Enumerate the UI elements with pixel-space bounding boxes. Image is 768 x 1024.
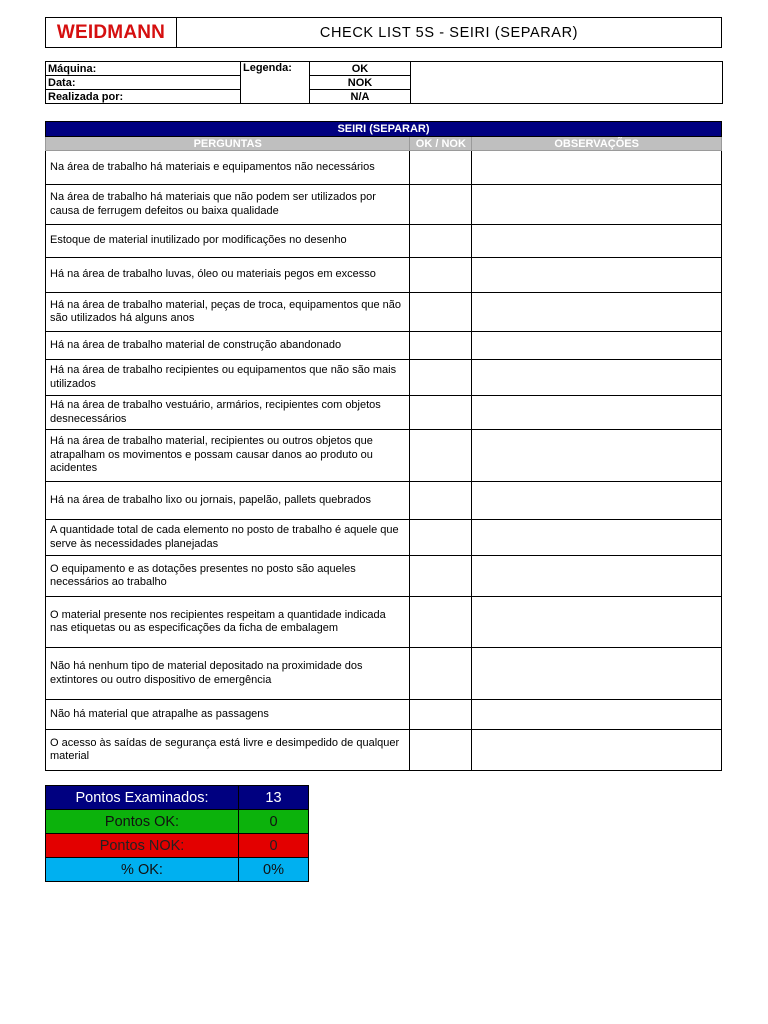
observacoes-cell[interactable] (472, 556, 722, 597)
legenda-label: Legenda: (241, 62, 310, 104)
observacoes-cell[interactable] (472, 648, 722, 700)
pct-label: % OK: (46, 858, 239, 882)
question-row (46, 396, 722, 430)
questions-body (46, 151, 722, 771)
maquina-label: Máquina: (46, 62, 241, 76)
question-row (46, 648, 722, 700)
pct-value: 0% (239, 858, 309, 882)
question-row (46, 730, 722, 771)
weidmann-logo: WEIDMANN (56, 21, 166, 43)
nok-label: Pontos NOK: (46, 834, 239, 858)
question-text: Na área de trabalho há materiais que não podem ser utilizados por causa de ferrugem defeitos ou baixa qualidade (46, 185, 410, 225)
question-text: Há na área de trabalho material, peças de troca, equipamentos que não são utilizados há alguns anos (46, 293, 410, 332)
ok-nok-cell[interactable] (410, 648, 472, 700)
ok-nok-cell[interactable] (410, 225, 472, 258)
ok-nok-cell[interactable] (410, 396, 472, 430)
observacoes-cell[interactable] (472, 225, 722, 258)
question-row (46, 430, 722, 482)
observacoes-cell[interactable] (472, 332, 722, 360)
legend-na: N/A (310, 90, 411, 104)
question-row (46, 597, 722, 648)
question-row (46, 556, 722, 597)
observacoes-cell[interactable] (472, 597, 722, 648)
question-text: Há na área de trabalho recipientes ou equipamentos que não são mais utilizados (46, 360, 410, 396)
ok-nok-cell[interactable] (410, 293, 472, 332)
question-text: Há na área de trabalho luvas, óleo ou materiais pegos em excesso (46, 258, 410, 293)
ok-nok-cell[interactable] (410, 700, 472, 730)
question-row (46, 360, 722, 396)
realizada-label: Realizada por: (46, 90, 241, 104)
observacoes-cell[interactable] (472, 293, 722, 332)
ok-nok-cell[interactable] (410, 730, 472, 771)
question-text: O material presente nos recipientes respeitam a quantidade indicada nas etiquetas ou as especificações da ficha de embalagem (46, 597, 410, 648)
question-text: Há na área de trabalho vestuário, armários, recipientes com objetos desnecessários (46, 396, 410, 430)
observacoes-cell[interactable] (472, 360, 722, 396)
question-text: O acesso às saídas de segurança está livre e desimpedido de qualquer material (46, 730, 410, 771)
ok-nok-cell[interactable] (410, 185, 472, 225)
examinados-label: Pontos Examinados: (46, 786, 239, 810)
question-text: Não há nenhum tipo de material depositado na proximidade dos extintores ou outro dispositivo de emergência (46, 648, 410, 700)
data-label: Data: (46, 76, 241, 90)
observacoes-cell[interactable] (472, 700, 722, 730)
ok-nok-cell[interactable] (410, 258, 472, 293)
observacoes-cell[interactable] (472, 396, 722, 430)
observacoes-cell[interactable] (472, 730, 722, 771)
col-ok-nok: OK / NOK (410, 137, 472, 151)
ok-label: Pontos OK: (46, 810, 239, 834)
ok-nok-cell[interactable] (410, 482, 472, 520)
question-row (46, 293, 722, 332)
question-row (46, 225, 722, 258)
question-text: Na área de trabalho há materiais e equipamentos não necessários (46, 151, 410, 185)
question-row (46, 482, 722, 520)
question-row (46, 520, 722, 556)
legend-nok: NOK (310, 76, 411, 90)
observacoes-cell[interactable] (472, 151, 722, 185)
examinados-value: 13 (239, 786, 309, 810)
info-blank-cell[interactable] (411, 62, 723, 104)
observacoes-cell[interactable] (472, 430, 722, 482)
ok-nok-cell[interactable] (410, 151, 472, 185)
col-observacoes: OBSERVAÇÕES (472, 137, 722, 151)
ok-nok-cell[interactable] (410, 430, 472, 482)
observacoes-cell[interactable] (472, 482, 722, 520)
legend-ok: OK (310, 62, 411, 76)
question-row (46, 332, 722, 360)
observacoes-cell[interactable] (472, 520, 722, 556)
question-row (46, 151, 722, 185)
nok-value: 0 (239, 834, 309, 858)
ok-nok-cell[interactable] (410, 597, 472, 648)
question-text: Há na área de trabalho material de construção abandonado (46, 332, 410, 360)
question-row (46, 700, 722, 730)
ok-nok-cell[interactable] (410, 360, 472, 396)
document-title: CHECK LIST 5S - SEIRI (SEPARAR) (319, 24, 579, 41)
ok-value: 0 (239, 810, 309, 834)
observacoes-cell[interactable] (472, 185, 722, 225)
summary-table (45, 785, 309, 882)
logo-cell (46, 18, 177, 47)
question-text: Há na área de trabalho material, recipientes ou outros objetos que atrapalham os movimentos e possam causar danos ao produto ou acidentes (46, 430, 410, 482)
ok-nok-cell[interactable] (410, 332, 472, 360)
question-text: A quantidade total de cada elemento no posto de trabalho é aquele que serve às necessidades planejadas (46, 520, 410, 556)
question-text: Não há material que atrapalhe as passagens (46, 700, 410, 730)
checklist-table (45, 121, 722, 771)
section-title: SEIRI (SEPARAR) (46, 122, 722, 137)
document-header (45, 17, 722, 48)
info-table (45, 61, 723, 104)
col-perguntas: PERGUNTAS (46, 137, 410, 151)
question-text: O equipamento e as dotações presentes no posto são aqueles necessários ao trabalho (46, 556, 410, 597)
ok-nok-cell[interactable] (410, 520, 472, 556)
observacoes-cell[interactable] (472, 258, 722, 293)
ok-nok-cell[interactable] (410, 556, 472, 597)
question-text: Há na área de trabalho lixo ou jornais, papelão, pallets quebrados (46, 482, 410, 520)
question-text: Estoque de material inutilizado por modificações no desenho (46, 225, 410, 258)
question-row (46, 185, 722, 225)
question-row (46, 258, 722, 293)
